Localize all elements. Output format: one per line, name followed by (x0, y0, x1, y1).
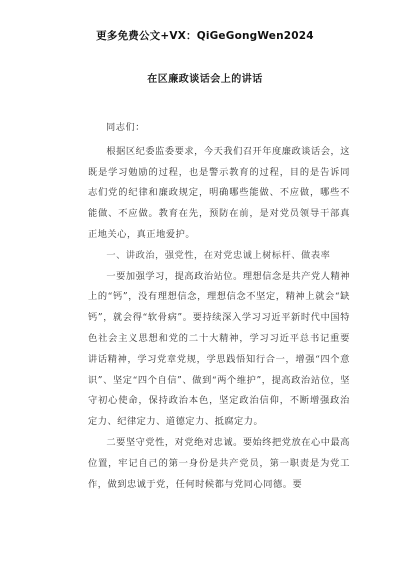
document-title: 在区廉政谈话会上的讲话 (147, 74, 263, 85)
paragraph-loyalty: 二要坚守党性，对党绝对忠诚。要始终把党放在心中最高位置，牢记自己的第一身份是共产党员，第一职责是为党工作，做到忠诚于党，任何时候都与党同心同德。要 (88, 436, 350, 490)
paragraph-study: 一要加强学习，提高政治站位。理想信念是共产党人精神上的“钙”，没有理想信念，理想信念不坚定，精神上就会“缺钙”，就会得“软骨病”。要持续深入学习习近平新时代中国特色社会主义思想和党的二十大精神，学习习近平总书记重要讲话精神，学习党章党规，学思践悟知行合一，增强“四个意识”、坚定“四个自信”、做到“两个维护”，提高政治站位，坚守初心使命，保持政治本色，坚定政治信仰，不断增强政治定力、纪律定力、道德定力、抵腐定力。 (88, 270, 350, 428)
page-header: 更多免费公文+VX：QiGeGongWen2024 (96, 30, 314, 42)
paragraph-intro: 根据区纪委监委要求，今天我们召开年度廉政谈话会，这既是学习勉励的过程，也是警示教育的过程，目的是告诉同志们党的纪律和廉政规定，明确哪些能做、不应做，哪些不能做、不应做。教育在先，预防在前，是对党员领导干部真正地关心，真正地爱护。 (88, 145, 350, 240)
salutation: 同志们： (106, 122, 145, 133)
document-body (88, 118, 350, 495)
section-heading: 一、讲政治，强党性，在对党忠诚上树标杆、做表率 (106, 249, 331, 261)
